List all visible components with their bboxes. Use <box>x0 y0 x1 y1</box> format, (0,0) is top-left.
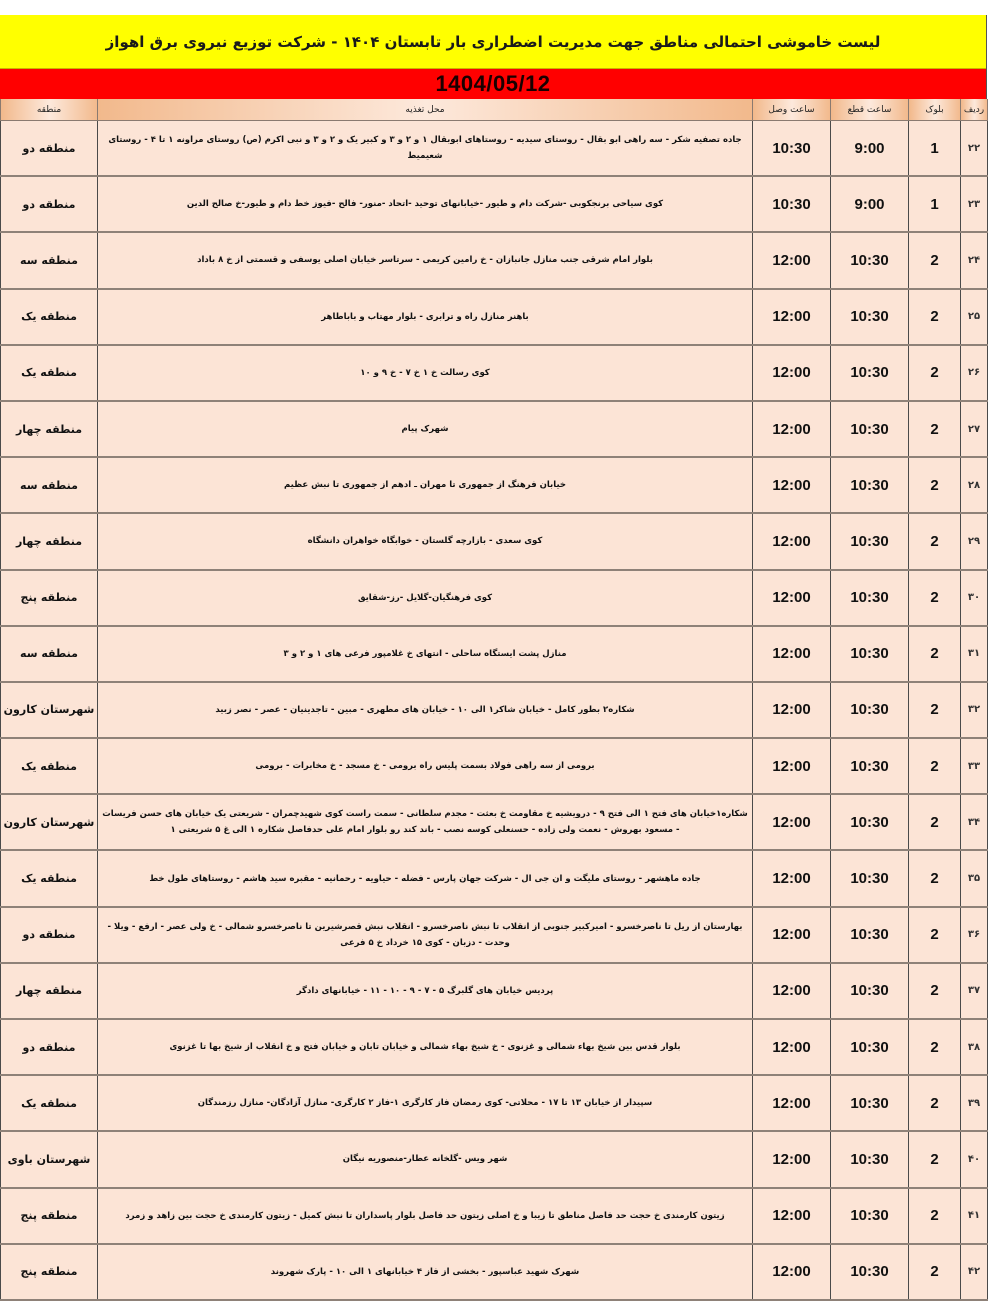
table-row <box>1 457 988 513</box>
reconnect-time-cell: 12:00 <box>753 457 831 513</box>
cut-time-cell: 10:30 <box>831 1075 909 1131</box>
location-cell: شکاره۱خیابان های فتح ۱ الی فتح ۹ - درویشیه خ مقاومت خ بعثت - مجدم سلطانی - سمت راست کوی شهیدچمران - شریعتی یک خیابان های حسن فریسات - مسعود بهروش - نعمت ولی زاده - حسنعلی کوسه نصب - باند کند رو بلوار امام علی حدفاصل شکاره ۱ الی غ ۵ شریعتی ۱ <box>98 794 753 850</box>
row-number-cell: ۴۱ <box>961 1188 988 1244</box>
location-cell: پردیس خیابان های گلبرگ ۵ - ۷ - ۹ - ۱۰ - ۱۱ - خیابانهای دادگر <box>98 963 753 1019</box>
reconnect-time-cell: 10:30 <box>753 121 831 177</box>
block-cell: 2 <box>909 1244 961 1300</box>
reconnect-time-cell: 12:00 <box>753 1131 831 1187</box>
column-header-cut-time: ساعت قطع <box>831 99 909 121</box>
location-cell: شهرک پیام <box>98 401 753 457</box>
page-title: لیست خاموشی احتمالی مناطق جهت مدیریت اضطراری بار تابستان ۱۴۰۴ - شرکت توزیع نیروی برق اهواز <box>105 32 881 51</box>
reconnect-time-cell: 12:00 <box>753 907 831 963</box>
reconnect-time-cell: 12:00 <box>753 401 831 457</box>
table-row <box>1 1244 988 1300</box>
reconnect-time-cell: 12:00 <box>753 626 831 682</box>
block-cell: 2 <box>909 345 961 401</box>
location-cell: باهنر منازل راه و ترابری - بلوار مهتاب و باباطاهر <box>98 289 753 345</box>
reconnect-time-cell: 12:00 <box>753 513 831 569</box>
region-cell: منطقه دو <box>1 121 98 177</box>
block-cell: 2 <box>909 626 961 682</box>
reconnect-time-cell: 12:00 <box>753 345 831 401</box>
location-cell: بهارستان از ریل تا ناصرخسرو - امیرکبیر جنوبی از انقلاب تا نبش ناصرخسرو - انقلاب نبش قصرشیرین تا ناصرخسرو شمالی - خ ولی عصر - ارفع - ویلا - وحدت - دزبان - کوی ۱۵ خرداد خ ۵ فرعی <box>98 907 753 963</box>
cut-time-cell: 9:00 <box>831 176 909 232</box>
block-cell: 2 <box>909 1075 961 1131</box>
reconnect-time-cell: 12:00 <box>753 1244 831 1300</box>
region-cell: منطقه چهار <box>1 513 98 569</box>
cut-time-cell: 10:30 <box>831 794 909 850</box>
reconnect-time-cell: 12:00 <box>753 794 831 850</box>
region-cell: منطقه سه <box>1 626 98 682</box>
cut-time-cell: 10:30 <box>831 738 909 794</box>
column-header-block: بلوک <box>909 99 961 121</box>
region-cell: منطقه یک <box>1 1075 98 1131</box>
cut-time-cell: 10:30 <box>831 907 909 963</box>
row-number-cell: ۳۶ <box>961 907 988 963</box>
table-row <box>1 1131 988 1187</box>
column-header-region: منطقه <box>1 99 98 121</box>
table-row <box>1 345 988 401</box>
cut-time-cell: 10:30 <box>831 570 909 626</box>
title-banner <box>0 15 986 69</box>
block-cell: 2 <box>909 1131 961 1187</box>
row-number-cell: ۲۴ <box>961 232 988 288</box>
column-header-location: محل تغذیه <box>98 99 753 121</box>
row-number-cell: ۴۲ <box>961 1244 988 1300</box>
region-cell: منطقه چهار <box>1 401 98 457</box>
cut-time-cell: 10:30 <box>831 963 909 1019</box>
row-number-cell: ۲۹ <box>961 513 988 569</box>
row-number-cell: ۳۷ <box>961 963 988 1019</box>
location-cell: زیتون کارمندی خ حجت حد فاصل مناطق تا زیبا و خ اصلی زیتون حد فاصل بلوار پاسداران تا نبش کمیل - زیتون کارمندی خ حجت بین زاهد و زمرد <box>98 1188 753 1244</box>
row-number-cell: ۲۵ <box>961 289 988 345</box>
block-cell: 2 <box>909 963 961 1019</box>
cut-time-cell: 10:30 <box>831 401 909 457</box>
table-row <box>1 963 988 1019</box>
reconnect-time-cell: 12:00 <box>753 738 831 794</box>
region-cell: منطقه پنج <box>1 1188 98 1244</box>
row-number-cell: ۲۶ <box>961 345 988 401</box>
location-cell: جاده ماهشهر - روستای ملیگت و ان جی ال - شرکت جهان پارس - فضله - حیاویه - رحمانیه - مقبره سید هاشم - روستاهای طول خط <box>98 850 753 906</box>
row-number-cell: ۳۱ <box>961 626 988 682</box>
row-number-cell: ۳۳ <box>961 738 988 794</box>
region-cell: منطقه یک <box>1 850 98 906</box>
region-cell: منطقه دو <box>1 176 98 232</box>
table-row <box>1 121 988 177</box>
table-row <box>1 1075 988 1131</box>
reconnect-time-cell: 12:00 <box>753 570 831 626</box>
cut-time-cell: 10:30 <box>831 232 909 288</box>
cut-time-cell: 10:30 <box>831 457 909 513</box>
row-number-cell: ۳۸ <box>961 1019 988 1075</box>
table-row <box>1 682 988 738</box>
reconnect-time-cell: 12:00 <box>753 232 831 288</box>
region-cell: منطقه یک <box>1 345 98 401</box>
block-cell: 2 <box>909 682 961 738</box>
row-number-cell: ۴۰ <box>961 1131 988 1187</box>
location-cell: کوی سیاحی برنجکوبی -شرکت دام و طیور -خیابانهای توحید -اتحاد -منور- فالح -فیوز خط دام و طیور-خ صالح الدین <box>98 176 753 232</box>
block-cell: 2 <box>909 289 961 345</box>
region-cell: منطقه یک <box>1 738 98 794</box>
outage-schedule-sheet <box>0 15 987 1280</box>
reconnect-time-cell: 12:00 <box>753 1188 831 1244</box>
reconnect-time-cell: 12:00 <box>753 850 831 906</box>
outage-table <box>0 99 988 1301</box>
block-cell: 2 <box>909 1188 961 1244</box>
block-cell: 2 <box>909 907 961 963</box>
table-row <box>1 1019 988 1075</box>
table-row <box>1 738 988 794</box>
cut-time-cell: 10:30 <box>831 626 909 682</box>
region-cell: منطقه پنج <box>1 570 98 626</box>
location-cell: خیابان فرهنگ از جمهوری تا مهران ـ ادهم از جمهوری تا نبش عظیم <box>98 457 753 513</box>
location-cell: سپیدار از خیابان ۱۳ تا ۱۷ - محلاتی- کوی رمضان فاز کارگری ۱-فاز ۲ کارگری- منازل آزادگان- منازل رزمندگان <box>98 1075 753 1131</box>
region-cell: منطقه یک <box>1 289 98 345</box>
reconnect-time-cell: 12:00 <box>753 1075 831 1131</box>
table-row <box>1 850 988 906</box>
row-number-cell: ۳۰ <box>961 570 988 626</box>
location-cell: شهرک شهید عباسپور - بخشی از فاز ۴ خیابانهای ۱ الی ۱۰ - پارک شهروند <box>98 1244 753 1300</box>
location-cell: شکاره۲ بطور کامل - خیابان شاکر۱ الی ۱۰ - خیابان های مطهری - مبین - تاجدینیان - عصر - نصر زبید <box>98 682 753 738</box>
region-cell: شهرستان کارون <box>1 794 98 850</box>
cut-time-cell: 10:30 <box>831 289 909 345</box>
row-number-cell: ۲۲ <box>961 121 988 177</box>
cut-time-cell: 10:30 <box>831 682 909 738</box>
location-cell: منازل پشت ایستگاه ساحلی - انتهای خ غلامپور فرعی های ۱ و ۲ و ۳ <box>98 626 753 682</box>
table-row <box>1 176 988 232</box>
location-cell: کوی فرهنگیان-گلایل -رز-شقایق <box>98 570 753 626</box>
location-cell: بلوار امام شرقی جنب منازل جانبازان - خ رامین کریمی - سرتاسر خیابان اصلی یوسفی و قسمتی از خ ۸ باداد <box>98 232 753 288</box>
table-row <box>1 570 988 626</box>
table-row <box>1 1188 988 1244</box>
block-cell: 2 <box>909 570 961 626</box>
table-row <box>1 289 988 345</box>
table-row <box>1 232 988 288</box>
schedule-date: 1404/05/12 <box>435 71 551 96</box>
location-cell: جاده تصفیه شکر - سه راهی ابو بقال - روستای سیدیه - روستاهای ابوبقال ۱ و ۲ و ۳ و کبیر یک و ۲ و ۳ و نبی اکرم (ص) روستای مراونه ۱ تا ۴ - روستای شعیمیط <box>98 121 753 177</box>
table-row <box>1 626 988 682</box>
block-cell: 2 <box>909 457 961 513</box>
block-cell: 2 <box>909 794 961 850</box>
block-cell: 2 <box>909 1019 961 1075</box>
reconnect-time-cell: 12:00 <box>753 963 831 1019</box>
row-number-cell: ۲۳ <box>961 176 988 232</box>
region-cell: شهرستان کارون <box>1 682 98 738</box>
date-banner <box>0 69 986 99</box>
cut-time-cell: 10:30 <box>831 850 909 906</box>
row-number-cell: ۳۹ <box>961 1075 988 1131</box>
row-number-cell: ۲۷ <box>961 401 988 457</box>
location-cell: شهر ویس -گلخانه عطار-منصوریه نیگان <box>98 1131 753 1187</box>
reconnect-time-cell: 12:00 <box>753 682 831 738</box>
region-cell: شهرستان باوی <box>1 1131 98 1187</box>
block-cell: 2 <box>909 232 961 288</box>
block-cell: 2 <box>909 513 961 569</box>
table-row <box>1 907 988 963</box>
column-header-row-number: ردیف <box>961 99 988 121</box>
table-row <box>1 401 988 457</box>
cut-time-cell: 10:30 <box>831 345 909 401</box>
table-row <box>1 794 988 850</box>
reconnect-time-cell: 12:00 <box>753 289 831 345</box>
block-cell: 1 <box>909 121 961 177</box>
cut-time-cell: 10:30 <box>831 1131 909 1187</box>
reconnect-time-cell: 10:30 <box>753 176 831 232</box>
block-cell: 2 <box>909 401 961 457</box>
cut-time-cell: 10:30 <box>831 513 909 569</box>
location-cell: بلوار قدس بین شیخ بهاء شمالی و غزنوی - خ شیخ بهاء شمالی و خیابان تابان و خیابان فتح و خ انقلاب از شیخ بها تا غزنوی <box>98 1019 753 1075</box>
table-header-row <box>1 99 988 121</box>
region-cell: منطقه چهار <box>1 963 98 1019</box>
column-header-reconnect-time: ساعت وصل <box>753 99 831 121</box>
location-cell: کوی سعدی - بازارچه گلستان - خوابگاه خواهران دانشگاه <box>98 513 753 569</box>
row-number-cell: ۲۸ <box>961 457 988 513</box>
region-cell: منطقه دو <box>1 907 98 963</box>
location-cell: برومی از سه راهی فولاد بسمت پلیس راه برومی - خ مسجد - خ مخابرات - برومی <box>98 738 753 794</box>
region-cell: منطقه دو <box>1 1019 98 1075</box>
cut-time-cell: 10:30 <box>831 1019 909 1075</box>
cut-time-cell: 10:30 <box>831 1188 909 1244</box>
table-row <box>1 513 988 569</box>
reconnect-time-cell: 12:00 <box>753 1019 831 1075</box>
cut-time-cell: 9:00 <box>831 121 909 177</box>
cut-time-cell: 10:30 <box>831 1244 909 1300</box>
block-cell: 1 <box>909 176 961 232</box>
row-number-cell: ۳۲ <box>961 682 988 738</box>
region-cell: منطقه پنج <box>1 1244 98 1300</box>
region-cell: منطقه سه <box>1 232 98 288</box>
row-number-cell: ۳۵ <box>961 850 988 906</box>
row-number-cell: ۳۴ <box>961 794 988 850</box>
block-cell: 2 <box>909 738 961 794</box>
block-cell: 2 <box>909 850 961 906</box>
region-cell: منطقه سه <box>1 457 98 513</box>
location-cell: کوی رسالت خ ۱ خ ۷ - خ ۹ و ۱۰ <box>98 345 753 401</box>
